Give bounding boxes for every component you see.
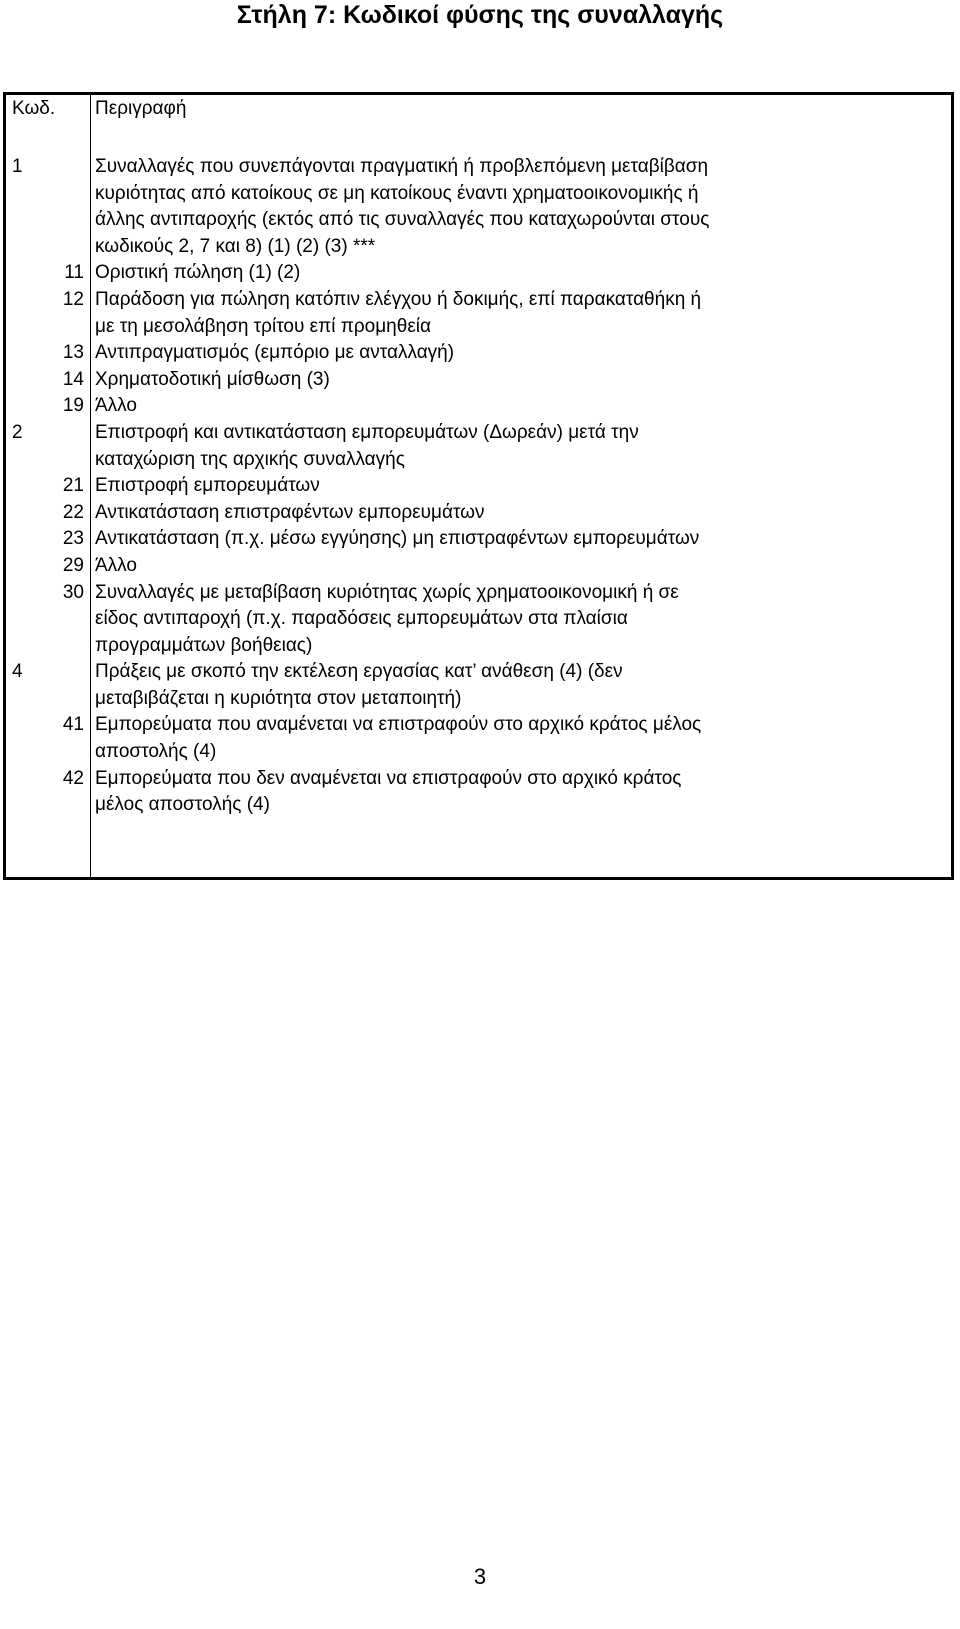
table-row bbox=[6, 580, 951, 660]
table-row bbox=[6, 659, 951, 712]
row-description: Άλλο bbox=[95, 554, 137, 576]
row-code: 14 bbox=[62, 368, 84, 390]
table-body bbox=[6, 154, 951, 819]
row-description: Αντικατάσταση (π.χ. μέσω εγγύησης) μη επιστραφέντων εμπορευμάτων bbox=[95, 528, 700, 550]
table-row bbox=[6, 553, 951, 580]
row-code: 13 bbox=[62, 342, 84, 364]
row-description: Χρηματοδοτική μίσθωση (3) bbox=[95, 368, 330, 390]
row-code: 12 bbox=[62, 288, 84, 310]
table-row bbox=[6, 712, 951, 765]
row-code: 22 bbox=[62, 501, 84, 523]
row-description: Αντικατάσταση επιστραφέντων εμπορευμάτων bbox=[95, 501, 485, 523]
table-row bbox=[6, 473, 951, 500]
row-code: 19 bbox=[62, 395, 84, 417]
row-code: 4 bbox=[12, 661, 23, 683]
row-code: 30 bbox=[62, 581, 84, 603]
table-row bbox=[6, 526, 951, 553]
row-code: 2 bbox=[12, 421, 23, 443]
header-description: Περιγραφή bbox=[95, 98, 187, 119]
table-row bbox=[6, 367, 951, 394]
row-code: 23 bbox=[62, 528, 84, 550]
row-description: Επιστροφή εμπορευμάτων bbox=[95, 475, 320, 497]
row-code: 29 bbox=[62, 554, 84, 576]
table-row bbox=[6, 420, 951, 473]
page-title: Στήλη 7: Κωδικοί φύσης της συναλλαγής bbox=[236, 1, 724, 29]
row-description: Συναλλαγές με μεταβίβαση κυριότητας χωρίς χρηματοοικονομική ή σε είδος αντιπαροχή (π.χ. παραδόσεις εμπορευμάτων στα πλαίσια προγραμμάτων βοήθειας) bbox=[95, 581, 679, 656]
row-code: 1 bbox=[12, 156, 23, 177]
row-description: Επιστροφή και αντικατάσταση εμπορευμάτων (Δωρεάν) μετά την καταχώριση της αρχικής συναλλαγής bbox=[95, 421, 639, 470]
row-description: Συναλλαγές που συνεπάγονται πραγματική ή προβλεπόμενη μεταβίβαση κυριότητας από κατοίκους σε μη κατοίκους έναντι χρηματοοικονομικής ή άλλης αντιπαροχής (εκτός από τις συναλλαγές που καταχωρούνται στους κωδικούς 2, 7 και 8) (1) (2) (3) *** bbox=[95, 156, 710, 257]
row-description: Εμπορεύματα που δεν αναμένεται να επιστραφούν στο αρχικό κράτος μέλος αποστολής (4) bbox=[95, 767, 682, 816]
table-row bbox=[6, 500, 951, 527]
row-description: Παράδοση για πώληση κατόπιν ελέγχου ή δοκιμής, επί παρακαταθήκη ή με τη μεσολάβηση τρίτου επί προμηθεία bbox=[95, 288, 702, 337]
table-row bbox=[6, 154, 951, 260]
page-number: 3 bbox=[473, 1564, 487, 1589]
row-description: Άλλο bbox=[95, 395, 137, 417]
table-row bbox=[6, 393, 951, 420]
table-row bbox=[6, 287, 951, 340]
row-code: 11 bbox=[64, 262, 84, 284]
row-description: Πράξεις με σκοπό την εκτέλεση εργασίας κατ’ ανάθεση (4) (δεν μεταβιβάζεται η κυριότητα στον μεταποιητή) bbox=[95, 661, 623, 709]
row-description: Αντιπραγματισμός (εμπόριο με ανταλλαγή) bbox=[95, 342, 455, 364]
row-code: 42 bbox=[62, 767, 84, 789]
table-row bbox=[6, 260, 951, 287]
header-code: Κωδ. bbox=[12, 98, 56, 119]
nature-of-transaction-codes-table bbox=[3, 92, 954, 880]
row-description: Οριστική πώληση (1) (2) bbox=[95, 262, 301, 284]
row-code: 21 bbox=[62, 475, 84, 497]
row-code: 41 bbox=[62, 714, 84, 736]
table-row bbox=[6, 766, 951, 819]
row-description: Εμπορεύματα που αναμένεται να επιστραφούν στο αρχικό κράτος μέλος αποστολής (4) bbox=[95, 714, 702, 763]
table-row bbox=[6, 340, 951, 367]
